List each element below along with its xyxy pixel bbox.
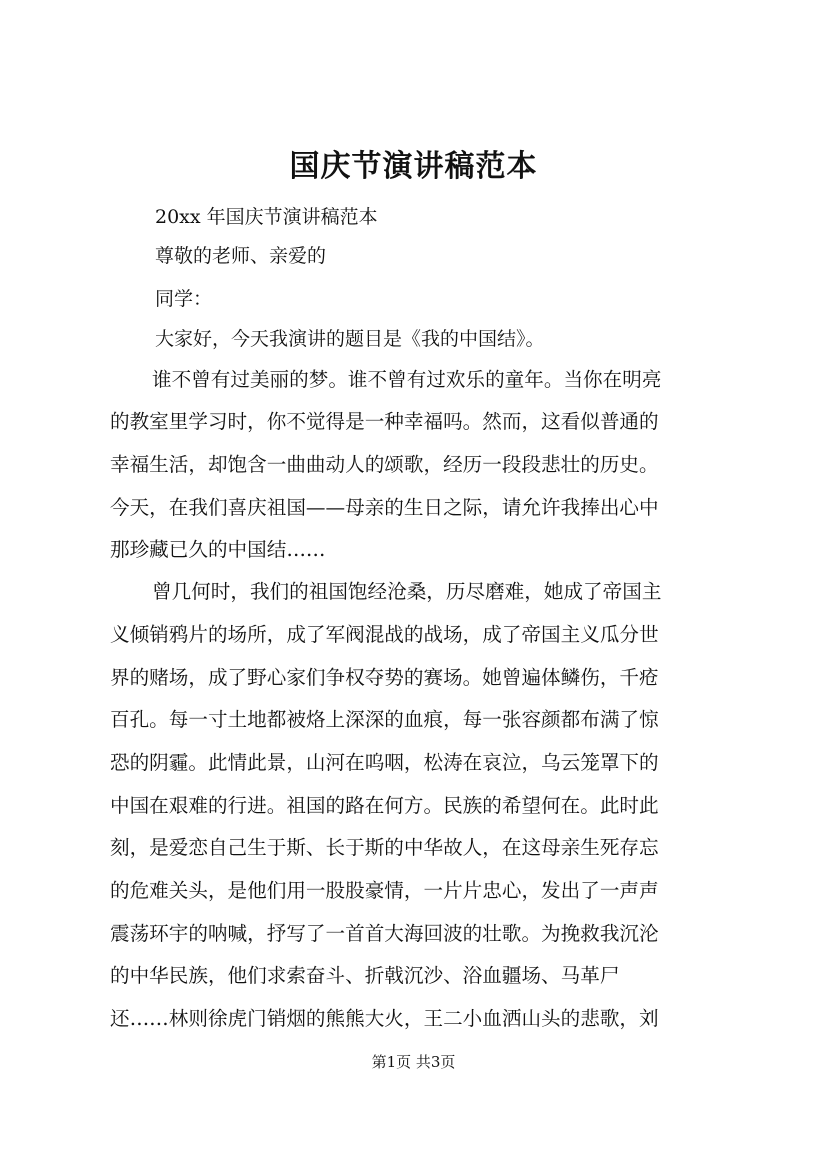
paragraph-2-line: 曾几何时，我们的祖国饱经沧桑，历尽磨难，她成了帝国主 <box>152 580 662 603</box>
subtitle-line: 20xx 年国庆节演讲稿范本 <box>155 206 378 228</box>
paragraph-2-line: 刻，是爱恋自己生于斯、长于斯的中华故人，在这母亲生死存忘 <box>110 836 659 859</box>
paragraph-2-line: 界的赌场，成了野心家们争权夺势的赛场。她曾遍体鳞伤，千疮 <box>110 666 659 689</box>
greeting-line: 大家好，今天我演讲的题目是《我的中国结》。 <box>155 328 545 350</box>
paragraph-2-line: 的危难关头，是他们用一股股豪情，一片片忠心，发出了一声声 <box>110 879 659 902</box>
salutation-line-1: 尊敬的老师、亲爱的 <box>155 245 327 267</box>
paragraph-1-line: 的教室里学习时，你不觉得是一种幸福吗。然而，这看似普通的 <box>110 410 659 433</box>
salutation-line-2: 同学： <box>155 288 213 310</box>
paragraph-2-line: 百孔。每一寸土地都被烙上深深的血痕，每一张容颜都布满了惊 <box>110 708 659 731</box>
paragraph-2-line: 还……林则徐虎门销烟的熊熊大火，王二小血洒山头的悲歌，刘 <box>110 1007 659 1030</box>
page-footer: 第1页 共3页 <box>371 1053 456 1071</box>
paragraph-1-line: 今天，在我们喜庆祖国——母亲的生日之际，请允许我捧出心中 <box>110 496 659 519</box>
paragraph-2-line: 的中华民族，他们求索奋斗、折戟沉沙、浴血疆场、马革尸 <box>110 964 620 987</box>
paragraph-2-line: 震荡环宇的呐喊，抒写了一首首大海回波的壮歌。为挽救我沉沦 <box>110 922 659 945</box>
paragraph-1-line: 那珍藏已久的中国结…… <box>110 538 326 561</box>
paragraph-1-line: 谁不曾有过美丽的梦。谁不曾有过欢乐的童年。当你在明亮 <box>152 368 662 391</box>
paragraph-1-line: 幸福生活，却饱含一曲曲动人的颂歌，经历一段段悲壮的历史。 <box>110 453 659 476</box>
paragraph-2-line: 义倾销鸦片的场所，成了军阀混战的战场，成了帝国主义瓜分世 <box>110 623 659 646</box>
document-title: 国庆节演讲稿范本 <box>289 149 538 184</box>
paragraph-2-line: 中国在艰难的行进。祖国的路在何方。民族的希望何在。此时此 <box>110 794 659 817</box>
paragraph-2-line: 恐的阴霾。此情此景，山河在呜咽，松涛在哀泣，乌云笼罩下的 <box>110 751 659 774</box>
